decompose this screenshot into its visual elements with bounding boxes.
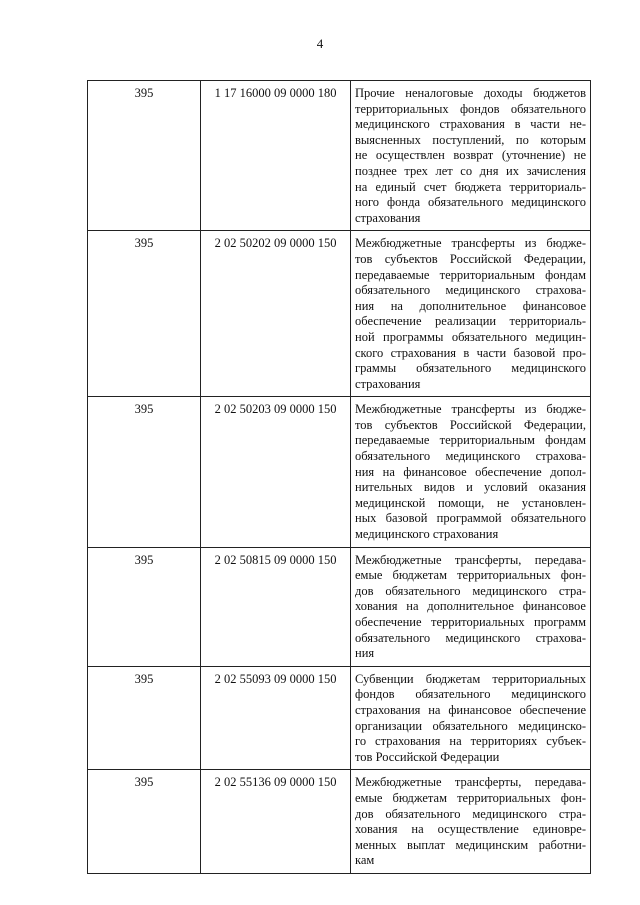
description-line: Межбюджетные трансферты из бюдже-	[355, 402, 586, 417]
description-line: Субвенции бюджетам территориальных	[355, 671, 586, 686]
table-row	[88, 547, 591, 666]
description-line: медицинской помощи, не установлен-	[355, 495, 586, 510]
description-line: медицинского страхования	[355, 527, 499, 542]
table-row	[88, 231, 591, 397]
admin-code-cell: 395	[88, 666, 201, 770]
description-line: ной программы обязательного медицин-	[355, 329, 586, 344]
description-cell	[351, 397, 591, 547]
admin-code-cell: 395	[88, 81, 201, 231]
description-line: тов субъектов Российской Федерации,	[355, 251, 586, 266]
description-line: Межбюджетные трансферты из бюдже-	[355, 236, 586, 251]
page-number: 4	[316, 36, 324, 51]
description-line: выясненных поступлений, по которым	[355, 132, 586, 147]
description-cell	[351, 231, 591, 397]
table-row	[88, 666, 591, 770]
description-line: обязательного медицинского страхова-	[355, 283, 586, 298]
description-line: го страхования на территориях субъек-	[355, 734, 586, 749]
kbk-code-cell: 2 02 55136 09 0000 150	[201, 770, 351, 874]
kbk-code-cell: 2 02 55093 09 0000 150	[201, 666, 351, 770]
kbk-code-cell: 2 02 50203 09 0000 150	[201, 397, 351, 547]
description-cell	[351, 81, 591, 231]
description-line: обеспечение территориальных программ	[355, 615, 586, 629]
description-line: фондов обязательного медицинского	[355, 687, 586, 702]
description-line: позднее трех лет со дня их зачисления	[355, 163, 586, 178]
kbk-code-cell: 1 17 16000 09 0000 180	[201, 81, 351, 231]
description-line: тов Российской Федерации	[355, 749, 500, 764]
table-body	[88, 81, 591, 874]
description-line: территориальных фондов обязательного	[355, 101, 586, 116]
description-cell	[351, 770, 591, 874]
table-row	[88, 770, 591, 874]
description-line: емые бюджетам территориальных фон-	[355, 790, 586, 805]
description-line: менных выплат медицинским работни-	[355, 837, 586, 852]
description-line: не осуществлен возврат (уточнение) не	[355, 148, 586, 163]
description-line: обязательного медицинского страхова-	[355, 630, 586, 645]
description-cell	[351, 666, 591, 770]
kbk-code-cell: 2 02 50815 09 0000 150	[201, 547, 351, 666]
description-line: тов субъектов Российской Федерации,	[355, 417, 586, 432]
description-line: медицинского страхования в части не-	[355, 117, 586, 132]
description-line: обязательного медицинского страхова-	[355, 449, 586, 464]
description-line: дов обязательного медицинского стра-	[355, 806, 586, 821]
description-line: Прочие неналоговые доходы бюджетов	[355, 86, 586, 100]
description-line: ния на дополнительное финансовое	[355, 298, 586, 313]
description-cell	[351, 547, 591, 666]
description-line: на единый счет бюджета территориаль-	[355, 179, 586, 194]
description-line: страхования на финансовое обеспечение	[355, 702, 586, 717]
description-line: организации обязательного медицинско-	[355, 718, 586, 733]
admin-code-cell: 395	[88, 231, 201, 397]
admin-code-cell: 395	[88, 547, 201, 666]
description-line: страхования	[355, 210, 421, 225]
description-line: обеспечение реализации территориаль-	[355, 314, 586, 329]
description-line: ского страхования в части базовой про-	[355, 345, 586, 360]
description-line: передаваемые территориальным фондам	[355, 433, 586, 448]
description-line: хования на осуществление единовре-	[355, 822, 586, 837]
description-line: ния на финансовое обеспечение допол-	[355, 464, 586, 479]
table-row	[88, 81, 591, 231]
kbk-code-cell: 2 02 50202 09 0000 150	[201, 231, 351, 397]
description-line: нительных видов и условий оказания	[355, 480, 586, 495]
description-line: дов обязательного медицинского стра-	[355, 583, 586, 598]
admin-code-cell: 395	[88, 397, 201, 547]
description-line: емые бюджетам территориальных фон-	[355, 568, 586, 583]
budget-classification-table	[87, 80, 591, 874]
admin-code-cell: 395	[88, 770, 201, 874]
description-line: граммы обязательного медицинского	[355, 361, 586, 376]
description-line: передаваемые территориальным фондам	[355, 267, 586, 282]
description-line: хования на дополнительное финансовое	[355, 599, 586, 614]
description-line: страхования	[355, 376, 421, 391]
description-line: ного фонда обязательного медицинского	[355, 195, 586, 210]
description-line: Межбюджетные трансферты, передава-	[355, 775, 586, 790]
description-line: ных базовой программой обязательного	[355, 511, 586, 526]
description-line: Межбюджетные трансферты, передава-	[355, 552, 586, 567]
description-line: ния	[355, 646, 375, 661]
table-row	[88, 397, 591, 547]
description-line: кам	[355, 853, 375, 868]
